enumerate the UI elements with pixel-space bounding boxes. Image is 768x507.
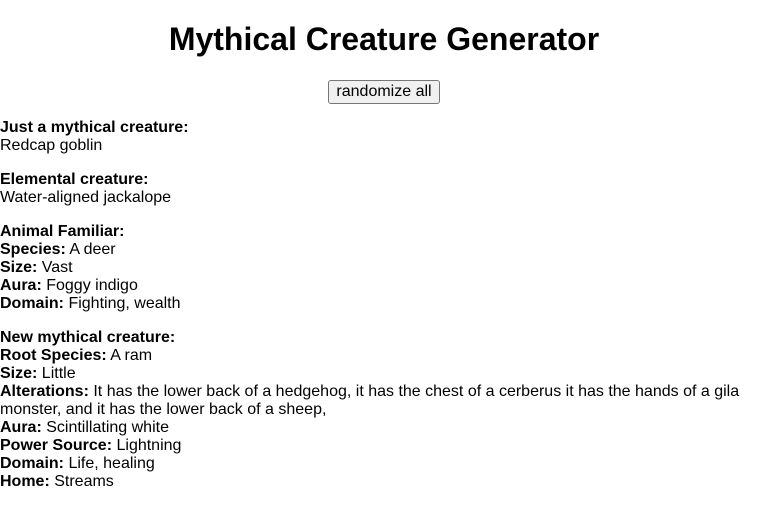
new-creature-alterations-label: Alterations:: [0, 383, 89, 400]
familiar-domain-label: Domain:: [0, 295, 64, 312]
familiar-section: [0, 223, 760, 313]
just-mythical-heading: Just a mythical creature:: [0, 119, 189, 136]
elemental-heading: Elemental creature:: [0, 171, 149, 188]
elemental-value: Water-aligned jackalope: [0, 189, 172, 206]
elemental-section: [0, 171, 760, 207]
familiar-species-label: Species:: [0, 241, 66, 258]
familiar-size-label: Size:: [0, 259, 38, 276]
familiar-species-value: A deer: [69, 241, 116, 258]
results: [0, 119, 760, 507]
familiar-domain-value: Fighting, wealth: [68, 295, 181, 312]
just-mythical-value: Redcap goblin: [0, 137, 103, 154]
new-creature-heading: New mythical creature:: [0, 329, 176, 346]
just-mythical-section: [0, 119, 760, 155]
familiar-heading: Animal Familiar:: [0, 223, 125, 240]
new-creature-power-value: Lightning: [116, 437, 182, 454]
new-creature-size-value: Little: [41, 365, 76, 382]
new-creature-aura-label: Aura:: [0, 419, 42, 436]
new-creature-alterations-value: It has the lower back of a hedgehog, it has the chest of a cerberus it has the hands of a gila monster, and it has the lower back of a sheep,: [0, 383, 740, 418]
new-creature-home-label: Home:: [0, 473, 50, 490]
familiar-aura-value: Foggy indigo: [46, 277, 138, 294]
new-creature-section: [0, 329, 760, 491]
new-creature-size-label: Size:: [0, 365, 38, 382]
new-creature-domain-label: Domain:: [0, 455, 64, 472]
page-title: Mythical Creature Generator: [168, 21, 600, 57]
new-creature-domain-value: Life, healing: [68, 455, 155, 472]
familiar-size-value: Vast: [41, 259, 73, 276]
new-creature-root-label: Root Species:: [0, 347, 107, 364]
new-creature-root-value: A ram: [110, 347, 153, 364]
new-creature-power-label: Power Source:: [0, 437, 113, 454]
new-creature-home-value: Streams: [54, 473, 114, 490]
randomize-all-button[interactable]: randomize all: [328, 80, 440, 104]
familiar-aura-label: Aura:: [0, 277, 42, 294]
new-creature-aura-value: Scintillating white: [46, 419, 169, 436]
